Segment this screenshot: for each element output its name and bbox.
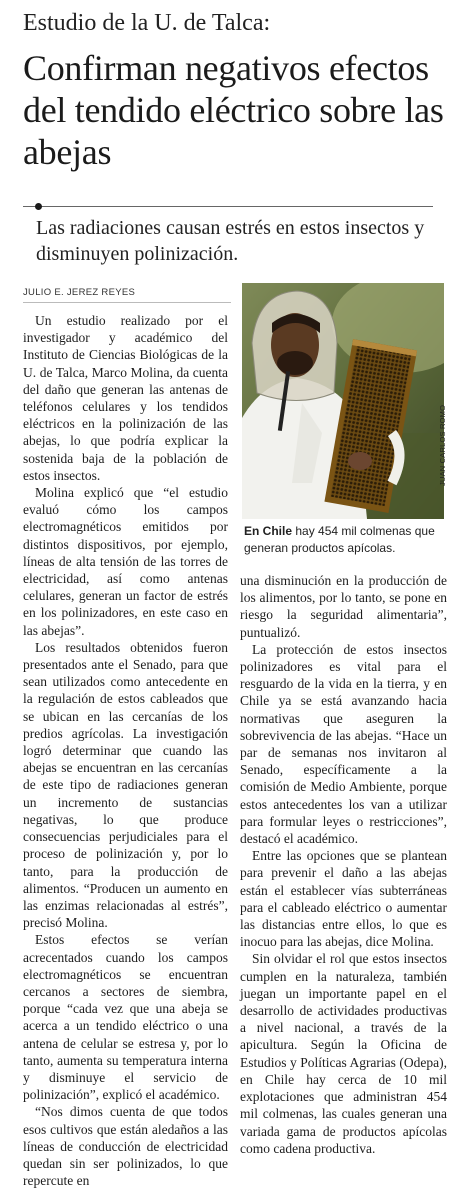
body-paragraph: Molina explicó que “el estudio evaluó cómo los campos electromagnéticos emitidos por distintos dispositivos, por ejemplo, líneas de alta tensión de las torres de electricidad, así como antenas celulares, generan un factor de estrés en los polinizadores, en este caso en las abejas”.	[23, 485, 228, 638]
body-paragraph: Entre las opciones que se plantean para prevenir el daño a las abejas están el establecer vías subterráneas para el cableado eléctrico o aumentar las distancias entre ellos, lo que es inocuo para las abejas, dice Molina.	[240, 848, 447, 950]
divider-bullet	[35, 203, 42, 210]
photo-caption	[244, 523, 454, 557]
caption-lead: En Chile	[244, 524, 293, 538]
body-column-right	[240, 572, 447, 1157]
headline-divider	[23, 206, 433, 207]
body-paragraph: Un estudio realizado por el investigador y académico del Instituto de Ciencias Biológicas de la U. de Talca, Marco Molina, da cuenta del daño que generan las antenas de teléfonos celulares y los tendidos eléctricos en la polinización de las abejas, lo que podría explicar la sostenida baja de la población de estos insectos.	[23, 313, 228, 483]
body-paragraph: Los resultados obtenidos fueron presentados ante el Senado, para que sean utilizados como antecedente en la regulación de estos cableados que se ubican en las cercanías de los predios agrícolas. La investigación logró determinar que cuando las abejas se encuentran en las cercanías de este tipo de radiaciones generan un incremento de sustancias negativas, lo que produce consecuencias perjudiciales para el proceso de polinización y, por lo tanto, para la producción de alimentos. “Producen un aumento en las enzimas relacionadas al estrés”, precisó Molina.	[23, 639, 228, 931]
photo-credit: JUAN CARLOS ROMO	[438, 404, 447, 486]
caption-text: hay 454 mil colmenas que generan productos apícolas.	[244, 524, 435, 555]
article-kicker: Estudio de la U. de Talca:	[23, 10, 271, 36]
body-paragraph: “Nos dimos cuenta de que todos esos cultivos que están aledaños a las líneas de conducción de electricidad quedan sin ser polinizados, lo que repercute en	[23, 1104, 228, 1189]
body-paragraph: Sin olvidar el rol que estos insectos cumplen en la naturaleza, también juegan un importante papel en el desarrollo de actividades productivas a nivel nacional, a través de la apicultura. Según la Oficina de Estudios y Políticas Agrarias (Odepa), en Chile hay cerca de 10 mil explotaciones que administran 454 mil colmenas, las cuales generan una variada gama de productos apícolas como cadena productiva.	[240, 951, 447, 1156]
byline-rule	[23, 302, 231, 303]
beekeeper-photo	[242, 283, 444, 519]
article-headline: Confirman negativos efectos del tendido eléctrico sobre las abejas	[23, 48, 444, 172]
body-paragraph: una disminución en la producción de los alimentos, por lo tanto, se pone en riesgo la seguridad alimentaria”, puntualizó.	[240, 573, 447, 640]
beekeeper-illustration	[242, 283, 444, 519]
article-deck: Las radiaciones causan estrés en estos insectos y disminuyen polinización.	[36, 217, 425, 265]
body-column-left	[23, 312, 228, 1189]
article-byline: JULIO E. JEREZ REYES	[23, 287, 136, 298]
body-paragraph: La protección de estos insectos polinizadores es vital para el resguardo de la vida en la tierra, y en Chile ya se está avanzando hacia normativas que aseguren la sobrevivencia de las abejas. “Hace un par de semanas nos invitaron al Senado, específicamente a la comisión de Medio Ambiente, porque estos antecedentes los van a utilizar para formular leyes o restricciones”, destacó el académico.	[240, 641, 447, 847]
body-paragraph: Estos efectos se verían acrecentados cuando los campos electromagnéticos se encuentran cercanos a sectores de siembra, porque “cada vez que una abeja se acerca a un tendido eléctrico o una antena de celular se estresa y, por lo tanto, aumenta su temperatura interna y disminuye el servicio de polinización”, explicó el académico.	[23, 932, 228, 1103]
